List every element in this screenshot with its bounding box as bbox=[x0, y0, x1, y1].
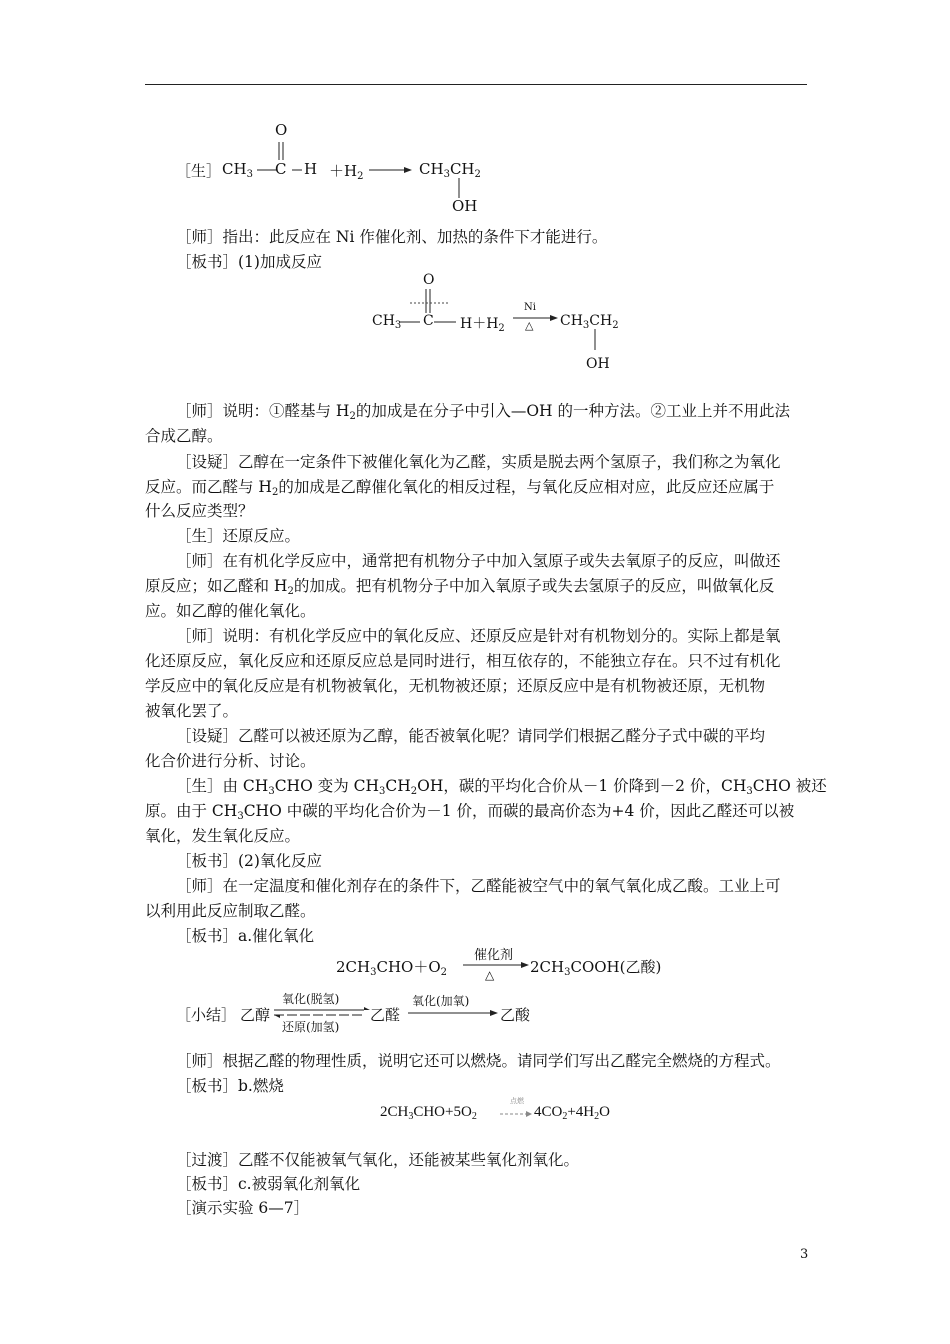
oxidation-arrow bbox=[406, 990, 500, 1036]
reactants: $2CH_3CHO+5O_2$ bbox=[380, 1104, 477, 1122]
carbon-atom: C bbox=[423, 313, 434, 329]
paragraph-line: 合成乙醇。 bbox=[145, 427, 223, 445]
acid-label: 乙酸 bbox=[500, 1006, 531, 1024]
reaction-catalytic-oxidation bbox=[336, 944, 676, 988]
paragraph-line: 被氧化罢了。 bbox=[145, 702, 239, 720]
paragraph-line: ［设疑］乙醇在一定条件下被催化氧化为乙醛，实质是脱去两个氢原子，我们称之为氧化 bbox=[176, 453, 781, 471]
paragraph-line: 什么反应类型？ bbox=[145, 502, 254, 520]
paragraph-line: ［师］指出：此反应在 Ni 作催化剂、加热的条件下才能进行。 bbox=[176, 228, 608, 246]
paragraph-line: ［生］由 $CH_3CHO$ 变为 $CH_3CH_2OH$，碳的平均化合价从－1 价降到－2 价，$CH_3CHO$ 被还 bbox=[176, 777, 827, 797]
paragraph-line: 以利用此反应制取乙醛。 bbox=[145, 902, 316, 920]
hydroxyl-group: OH bbox=[452, 197, 478, 215]
hydrogen-reactant: $H+H_2$ bbox=[460, 316, 505, 334]
reduction-label: 还原(加氢) bbox=[282, 1020, 340, 1034]
paragraph-line: ［师］在一定温度和催化剂存在的条件下，乙醛能被空气中的氧气氧化成乙酸。工业上可 bbox=[176, 877, 781, 895]
paragraph-line: ［师］在有机化学反应中，通常把有机物分子中加入氢原子或失去氧原子的反应，叫做还 bbox=[176, 552, 781, 570]
oxygen-atom: O bbox=[423, 272, 435, 288]
reaction-tag: ［生］ bbox=[176, 162, 222, 180]
ignition-label: 点燃 bbox=[510, 1097, 524, 1105]
ethanol-label: 乙醇 bbox=[240, 1006, 271, 1024]
paragraph-line: 应。如乙醇的催化氧化。 bbox=[145, 602, 316, 620]
reaction-hydrogenation-board bbox=[370, 272, 630, 377]
ch3-group: $CH_3$ bbox=[372, 313, 402, 331]
page-number: 3 bbox=[800, 1247, 809, 1262]
acetaldehyde-label: 乙醛 bbox=[370, 1006, 401, 1024]
products: $4CO_2+4H_2O$ bbox=[534, 1104, 610, 1122]
paragraph-line: 化合价进行分析、讨论。 bbox=[145, 752, 316, 770]
header-rule bbox=[145, 84, 807, 85]
catalyst-label: Ni bbox=[524, 302, 536, 313]
paragraph-line: 学反应中的氧化反应是有机物被氧化，无机物被还原；还原反应中是有机物被还原，无机物 bbox=[145, 677, 766, 695]
oxygen-atom: O bbox=[275, 121, 288, 139]
paragraph-line: ［板书］b.燃烧 bbox=[176, 1077, 284, 1095]
oxidation-label-2: 氧化(加氧) bbox=[412, 994, 470, 1008]
products: $2CH_3COOH$(乙酸) bbox=[530, 958, 662, 978]
paragraph-line: ［板书］(1)加成反应 bbox=[176, 253, 322, 271]
reaction-combustion bbox=[380, 1098, 640, 1130]
hydrogen-reactant: $+H_2$ bbox=[329, 162, 364, 182]
product-ethyl: $CH_3CH_2$ bbox=[560, 313, 619, 331]
paragraph-line: ［师］说明：①醛基与 $H_2$的加成是在分子中引入—OH 的一种方法。②工业上并不用此法 bbox=[176, 402, 790, 422]
paragraph-line: ［板书］a.催化氧化 bbox=[176, 927, 315, 945]
catalyst-label: 催化剂 bbox=[474, 948, 514, 963]
paragraph-line: 原反应；如乙醛和 $H_2$的加成。把有机物分子中加入氧原子或失去氢原子的反应，叫做氧化反 bbox=[145, 577, 775, 597]
paragraph-line: ［演示实验 6—7］ bbox=[176, 1199, 310, 1217]
summary-tag: ［小结］ bbox=[176, 1006, 237, 1024]
heat-symbol: △ bbox=[525, 319, 534, 332]
heat-symbol: △ bbox=[485, 968, 495, 982]
paragraph-line: ［生］还原反应。 bbox=[176, 527, 301, 545]
product-ethyl: $CH_3CH_2$ bbox=[419, 160, 481, 180]
oxidation-label: 氧化(脱氢) bbox=[282, 992, 340, 1006]
paragraph-line: ［过渡］乙醛不仅能被氧气氧化，还能被某些氧化剂氧化。 bbox=[176, 1151, 580, 1169]
summary-diagram bbox=[176, 990, 556, 1036]
reactants: $2CH_3CHO+O_2$ bbox=[336, 958, 448, 978]
paragraph-line: ［师］根据乙醛的物理性质，说明它还可以燃烧。请同学们写出乙醛完全燃烧的方程式。 bbox=[176, 1052, 781, 1070]
paragraph-line: 原。由于 $CH_3CHO$ 中碳的平均化合价为－1 价，而碳的最高价态为+4 价，因此乙醛还可以被 bbox=[145, 802, 795, 822]
carbon-atom: C bbox=[275, 160, 287, 178]
paragraph-line: 反应。而乙醛与 $H_2$的加成是乙醇催化氧化的相反过程，与氧化反应相对应，此反应还应属于 bbox=[145, 478, 775, 498]
hydroxyl-group: OH bbox=[586, 356, 610, 372]
hydrogen-atom: H bbox=[304, 160, 318, 178]
ch3-group: $CH_3$ bbox=[222, 160, 253, 180]
reaction-hydrogenation-student bbox=[176, 120, 516, 220]
reaction-arrow bbox=[498, 1098, 534, 1130]
paragraph-line: ［设疑］乙醛可以被还原为乙醇，能否被氧化呢？请同学们根据乙醛分子式中碳的平均 bbox=[176, 727, 766, 745]
paragraph-line: ［板书］c.被弱氧化剂氧化 bbox=[176, 1175, 361, 1193]
paragraph-line: ［板书］(2)氧化反应 bbox=[176, 852, 322, 870]
paragraph-line: 化还原反应，氧化反应和还原反应总是同时进行，相互依存的，不能独立存在。只不过有机化 bbox=[145, 652, 781, 670]
paragraph-line: ［师］说明：有机化学反应中的氧化反应、还原反应是针对有机物划分的。实际上都是氧 bbox=[176, 627, 781, 645]
paragraph-line: 氧化，发生氧化反应。 bbox=[145, 827, 301, 845]
reaction-arrow bbox=[461, 944, 531, 988]
